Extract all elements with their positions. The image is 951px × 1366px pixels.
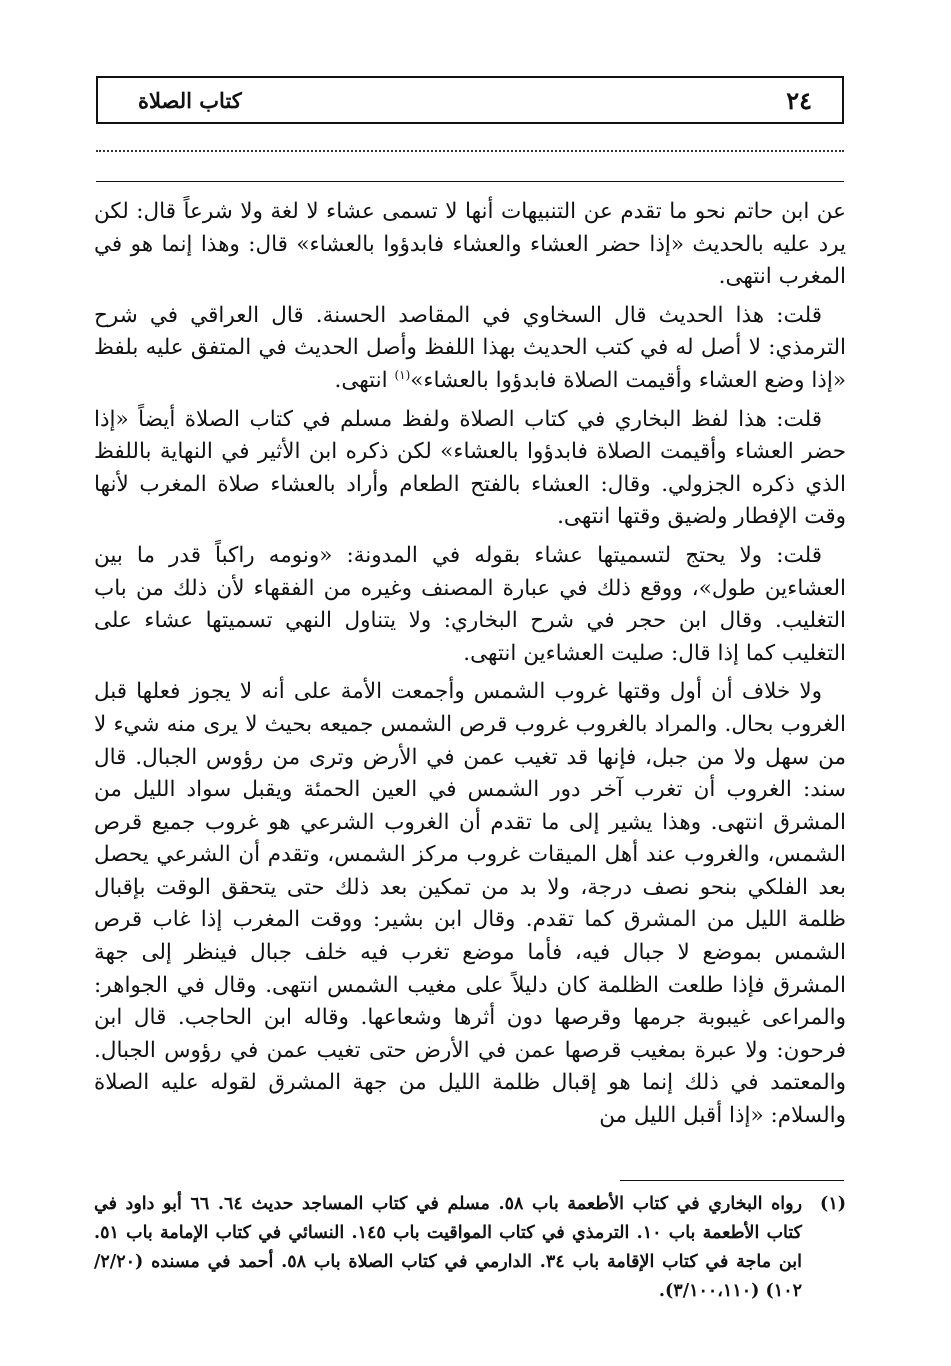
page-number: ٢٤ xyxy=(786,85,812,115)
top-rule xyxy=(96,181,844,182)
footnote-number: (١) xyxy=(820,1194,846,1214)
paragraph-text: قلت: هذا الحديث قال السخاوي في المقاصد الحسنة. قال العراقي في شرح الترمذي: لا أصل له في كتب الحديث بهذا اللفظ وأصل الحديث في المتفق عليه بلفظ «إذا وضع العشاء وأقيمت الصلاة فابدؤوا بالعشاء» xyxy=(94,302,846,393)
paragraph: ولا خلاف أن أول وقتها غروب الشمس وأجمعت الأمة على أنه لا يجوز فعلها قبل الغروب بحال. والمراد بالغروب غروب قرص الشمس جميعه بحيث لا يرى منه شيء لا من سهل ولا من جبل، فإنها قد تغيب عمن في الأرض وترى من رؤوس الجبال. قال سند: الغروب أن تغرب آخر دور الشمس في العين الحمئة ويقبل سواد الليل من المشرق انتهى. وهذا يشير إلى ما تقدم أن الغروب الشرعي هو غروب جميع قرص الشمس، والغروب عند أهل الميقات غروب مركز الشمس، وتقدم أن الشرعي يحصل بعد الفلكي بنحو نصف درجة، ولا بد من تمكين بعد ذلك حتى يتحقق الوقت بإقبال ظلمة الليل من المشرق كما تقدم. وقال ابن بشير: ووقت المغرب إذا غاب قرص الشمس بموضع لا جبال فيه، فأما موضع تغرب فيه خلف جبال فينظر إلى جهة المشرق فإذا طلعت الظلمة كان دليلاً على مغيب الشمس انتهى. وقال في الجواهر: والمراعى غيبوبة جرمها وقرصها دون أثرها وشعاعها. وقاله ابن الحاجب. قال ابن فرحون: ولا عبرة بمغيب قرصها عمن في الأرض حتى تغيب عمن في رؤوس الجبال. والمعتمد في ذلك إنما هو إقبال ظلمة الليل من جهة المشرق لقوله عليه الصلاة والسلام: «إذا أقبل الليل من xyxy=(94,679,846,1129)
paragraph-tail: انتهى. xyxy=(334,367,388,393)
chapter-title: كتاب الصلاة xyxy=(138,87,242,113)
dotted-separator xyxy=(96,144,844,152)
paragraph: قلت: هذا لفظ البخاري في كتاب الصلاة ولفظ مسلم في كتاب الصلاة أيضاً «إذا حضر العشاء وأقيمت الصلاة فابدؤوا بالعشاء» لكن ذكره ابن الأثير في النهاية باللفظ الذي ذكره الجزولي. وقال: العشاء بالفتح الطعام وأراد بالعشاء صلاة المغرب لأنها وقت الإفطار ولضيق وقتها انتهى. xyxy=(94,406,846,530)
footnote xyxy=(94,1190,846,1306)
footnote-reference: (١) xyxy=(394,367,411,382)
paragraph: عن ابن حاتم نحو ما تقدم عن التنبيهات أنها لا تسمى عشاء لا لغة ولا شرعاً قال: لكن يرد عليه بالحديث «إذا حضر العشاء والعشاء فابدؤوا بالعشاء» قال: وهذا إنما هو في المغرب انتهى. xyxy=(94,199,846,290)
running-header xyxy=(96,76,844,124)
paragraph xyxy=(94,300,846,398)
main-text xyxy=(94,196,846,1139)
paragraph: قلت: ولا يحتج لتسميتها عشاء بقوله في المدونة: «ونومه راكباً قدر ما بين العشاءين طول»، ووقع ذلك في عبارة المصنف وغيره من الفقهاء لأن ذلك من باب التغليب. وقال ابن حجر في شرح البخاري: ولا يتناول النهي تسميتها عشاء على التغليب كما إذا قال: صليت العشاءين انتهى. xyxy=(94,542,846,666)
footnote-text: رواه البخاري في كتاب الأطعمة باب ٥٨. مسلم في كتاب المساجد حديث ٦٤. ٦٦ أبو داود في كتاب الأطعمة باب ١٠. الترمذي في كتاب المواقيت باب ١٤٥. النسائي في كتاب الإمامة باب ٥١. ابن ماجة في كتاب الإقامة باب ٣٤. الدارمي في كتاب الصلاة باب ٥٨. أحمد في مسنده (٢/٢٠/ ١٠٢) (٣/١٠٠،١١٠). xyxy=(94,1194,803,1301)
footnote-rule xyxy=(620,1180,844,1181)
